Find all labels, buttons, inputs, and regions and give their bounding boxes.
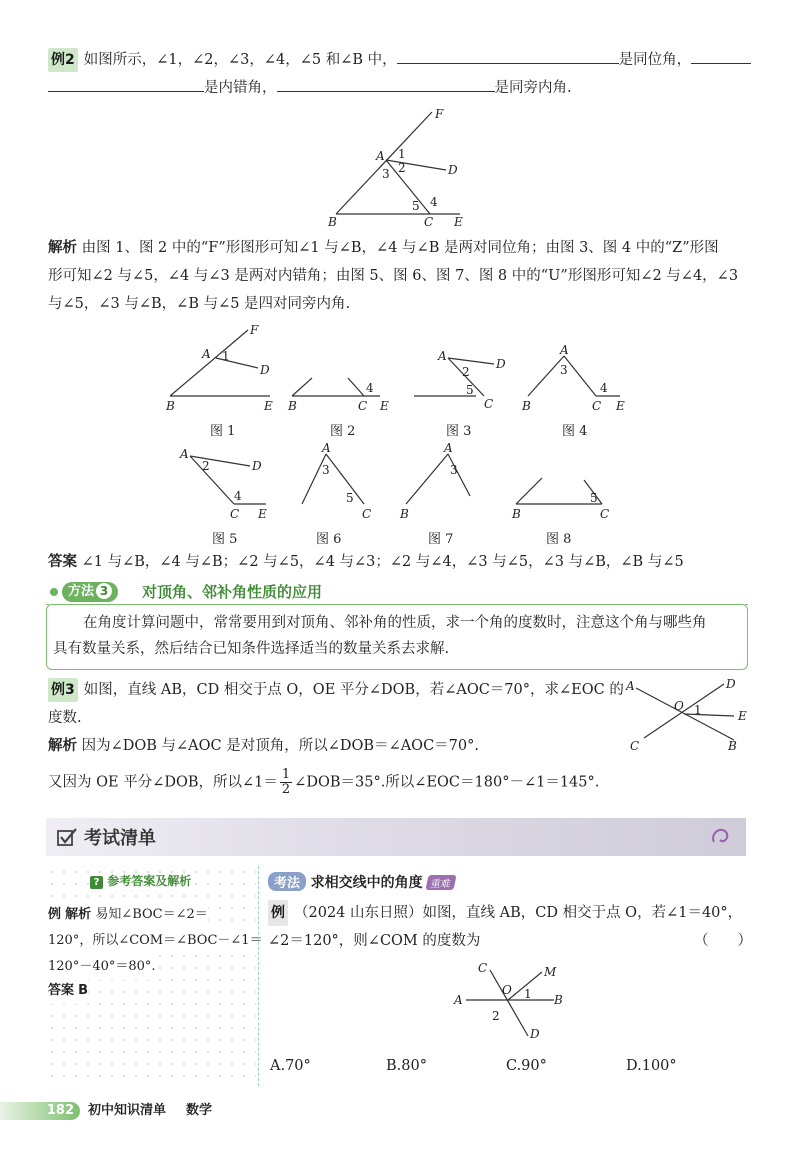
fig3-angle2: 2 [462, 365, 470, 379]
fig4-b: B [522, 399, 531, 413]
ex3-q2: 度数. [48, 710, 82, 726]
ex3-analysis-label: 解析 [48, 738, 77, 754]
ex3-a1: 因为∠DOB 与∠AOC 是对顶角，所以∠DOB＝∠AOC＝70°. [81, 738, 479, 754]
ref-answer-value: B [78, 983, 89, 998]
page-footer [0, 1100, 800, 1122]
ex3-figure [622, 672, 762, 758]
fig8-c: C [600, 507, 610, 521]
analysis-text1: 由图 1、图 2 中的“F”形图形可知∠1 与∠B，∠4 与∠B 是两对同位角；由图 3、图 4 中的“Z”形图 [81, 240, 719, 256]
ex2-q-part2: 是同位角， [618, 52, 692, 68]
ex3-q1: 如图，直线 AB，CD 相交于点 O，OE 平分∠DOB，若∠AOC＝70°，求∠EOC 的 [83, 682, 624, 698]
exam-question-line1 [268, 900, 742, 926]
ex2-q-part1: 如图所示，∠1，∠2，∠3，∠4，∠5 和∠B 中， [83, 52, 397, 68]
check-icon [56, 826, 78, 848]
ref-l1: 易知∠BOC＝∠2＝ [95, 907, 208, 922]
ex3-label-a: A [626, 679, 635, 693]
method-line2: 具有数量关系，然后结合已知条件选择适当的数量关系去求解. [53, 641, 450, 657]
ex3-a2-pre: 又因为 OE 平分∠DOB，所以∠1＝ [48, 774, 278, 791]
fraction-num: 1 [281, 767, 291, 782]
fig7-b: B [400, 507, 409, 521]
kaofa-title: 求相交线中的角度 [310, 875, 423, 891]
figure-8 [506, 470, 616, 522]
ex2-main-figure [320, 106, 480, 228]
fig2-e: E [380, 399, 389, 413]
fig4-c: C [592, 399, 602, 413]
fig5-angle2: 2 [202, 459, 210, 473]
fig3-angle5: 5 [466, 383, 474, 397]
figure-2 [282, 362, 392, 414]
label-b: B [328, 215, 337, 228]
ex2-q-part3: 是内错角， [204, 80, 277, 96]
ex2-tag: 例2 [48, 48, 78, 72]
label-angle5: 5 [412, 199, 420, 213]
ex3-label-d: D [726, 677, 736, 691]
exam-label-b: B [554, 993, 563, 1007]
caption-fig7: 图 7 [428, 532, 454, 547]
method-header [46, 582, 748, 605]
fig4-angle3: 3 [560, 363, 568, 377]
page-number-tab [0, 1102, 80, 1120]
ref-l2: 120°，所以∠COM＝∠BOC－∠1＝ [48, 928, 263, 954]
book-title: 初中知识清单 [88, 1103, 167, 1118]
answer-paren[interactable]: （ ） [694, 933, 752, 949]
answer2-line [48, 550, 752, 574]
difficulty-tag: 重难 [426, 875, 457, 890]
answer2-label: 答案 [48, 554, 77, 570]
label-angle2: 2 [398, 161, 406, 175]
ex2-q-part4: 是同旁内角. [494, 80, 572, 96]
answer-blank-1[interactable] [397, 49, 619, 64]
answer2-text: ∠1 与∠B，∠4 与∠B；∠2 与∠5，∠4 与∠3；∠2 与∠4，∠3 与∠5，∠3 与∠B，∠B 与∠5 [81, 554, 684, 570]
bullet-dot-icon [50, 588, 58, 596]
exam-figure [448, 960, 578, 1044]
ref-title: 参考答案及解析 [107, 874, 192, 888]
ref-tag: 例 [48, 907, 62, 922]
exam-label-a: A [454, 993, 463, 1007]
label-c: C [424, 215, 434, 228]
fig8-angle5: 5 [590, 491, 598, 505]
kaofa-header [268, 872, 455, 892]
fig5-c: C [230, 507, 240, 521]
option-d[interactable]: D.100° [626, 1058, 677, 1074]
answer-blank-2b[interactable] [48, 77, 204, 92]
ex3-analysis-line2 [48, 768, 752, 802]
option-a[interactable]: A.70° [270, 1058, 311, 1074]
fig1-d: D [260, 363, 270, 377]
fig4-angle4: 4 [600, 381, 608, 395]
label-angle1: 1 [398, 147, 406, 161]
method-badge [62, 582, 118, 602]
fig3-a: A [438, 349, 447, 363]
exam-title: 考试清单 [84, 828, 156, 849]
ex2-question-line2 [48, 76, 752, 100]
fig7-angle3: 3 [450, 463, 458, 477]
question-mark-icon: ? [90, 876, 103, 889]
fraction-half [280, 768, 292, 797]
fig1-a: A [202, 347, 211, 361]
ref-header [90, 872, 191, 889]
exam-label-1: 1 [524, 987, 532, 1001]
fig3-d: D [496, 357, 506, 371]
method-badge-text: 方法 [68, 584, 95, 599]
fig3-c: C [484, 397, 494, 411]
figure-6 [288, 440, 378, 522]
figure-1 [160, 322, 280, 414]
exam-checklist-bar [46, 818, 746, 856]
fig6-c: C [362, 507, 372, 521]
caption-fig8: 图 8 [546, 532, 572, 547]
fig2-c: C [358, 399, 368, 413]
fig5-e: E [258, 507, 267, 521]
ex3-question-line1 [48, 678, 624, 702]
fig6-angle3: 3 [322, 463, 330, 477]
fig1-angle1: 1 [222, 349, 230, 363]
analysis-label: 解析 [48, 240, 77, 256]
fig8-b: B [512, 507, 521, 521]
analysis-line1 [48, 236, 752, 260]
ref-answer [48, 978, 88, 1004]
analysis-line2: 形可知∠2 与∠5，∠4 与∠3 是两对内错角；由图 5、图 6、图 7、图 8 中的“U”形图形可知∠2 与∠4，∠3 [48, 268, 739, 284]
label-angle3: 3 [382, 167, 390, 181]
label-f: F [435, 107, 444, 121]
figure-5 [172, 444, 282, 522]
ex3-label-e: E [738, 709, 747, 723]
option-b[interactable]: B.80° [386, 1058, 427, 1074]
exam-q-tag: 例 [268, 900, 288, 926]
reference-answer-column [46, 866, 263, 1086]
ex2-question-line1 [48, 48, 752, 72]
caption-fig2: 图 2 [330, 424, 356, 439]
fig1-e: E [264, 399, 273, 413]
fig5-d: D [252, 459, 262, 473]
exam-label-d: D [530, 1027, 540, 1041]
answer-blank-2a[interactable] [691, 49, 751, 64]
method-line1: 在角度计算问题中，常常要用到对顶角、邻补角的性质，求一个角的度数时，注意这个角与哪些角 [83, 615, 707, 631]
answer-blank-3[interactable] [277, 77, 495, 92]
figure-4 [512, 340, 632, 414]
fig4-e: E [616, 399, 625, 413]
exam-q1: （2024 山东日照）如图，直线 AB，CD 相交于点 O，若∠1＝40°， [294, 905, 743, 921]
line-ac [386, 160, 430, 214]
ref-analysis-label: 解析 [65, 907, 92, 922]
caption-fig3: 图 3 [446, 424, 472, 439]
exam-label-o: O [502, 983, 512, 997]
caption-fig4: 图 4 [562, 424, 588, 439]
figure-3 [404, 340, 514, 414]
page-number: 182 [46, 1103, 74, 1118]
figure-7 [396, 440, 486, 522]
method-title: 对顶角、邻补角性质的应用 [142, 583, 323, 601]
label-a: A [376, 149, 385, 163]
caption-fig1: 图 1 [210, 424, 236, 439]
ex3-label-1: 1 [694, 703, 702, 717]
fig5-angle4: 4 [234, 489, 242, 503]
fig6-a: A [322, 441, 331, 455]
method-number: 3 [96, 583, 112, 599]
fig6-angle5: 5 [346, 491, 354, 505]
label-e: E [454, 215, 463, 228]
ref-answer-label: 答案 [48, 983, 75, 998]
exam-label-c: C [478, 961, 488, 975]
analysis-line3: 与∠5，∠3 与∠B，∠B 与∠5 是四对同旁内角. [48, 296, 351, 312]
exam-label-2: 2 [492, 1009, 500, 1023]
method-content-box [46, 604, 748, 670]
exam-q2: ∠2＝120°，则∠COM 的度数为 [268, 933, 481, 949]
ex3-a2-post: ∠DOB＝35°.所以∠EOC＝180°－∠1＝145°. [294, 774, 600, 791]
column-divider [258, 866, 259, 1086]
option-c[interactable]: C.90° [506, 1058, 547, 1074]
subject: 数学 [186, 1103, 213, 1118]
fig2-angle4: 4 [366, 381, 374, 395]
fraction-den: 2 [281, 782, 291, 797]
ref-line1 [48, 902, 208, 928]
fig7-a: A [444, 441, 453, 455]
swirl-decoration-icon [706, 822, 736, 852]
ex3-label-b: B [728, 739, 737, 753]
ex3-label-c: C [630, 739, 640, 753]
exam-label-m: M [544, 965, 557, 979]
fig5-a: A [180, 447, 189, 461]
kaofa-badge: 考法 [268, 872, 306, 891]
fig2-b: B [288, 399, 297, 413]
label-angle4: 4 [430, 195, 438, 209]
label-d: D [448, 163, 458, 177]
ref-l3: 120°－40°＝80°. [48, 954, 156, 980]
caption-fig5: 图 5 [212, 532, 238, 547]
fig1-f: F [250, 323, 259, 337]
line-ad [386, 160, 446, 170]
ex3-label-o: O [674, 699, 684, 713]
fig4-a: A [560, 343, 569, 357]
fig1-b: B [166, 399, 175, 413]
ex3-tag: 例3 [48, 678, 78, 702]
caption-fig6: 图 6 [316, 532, 342, 547]
